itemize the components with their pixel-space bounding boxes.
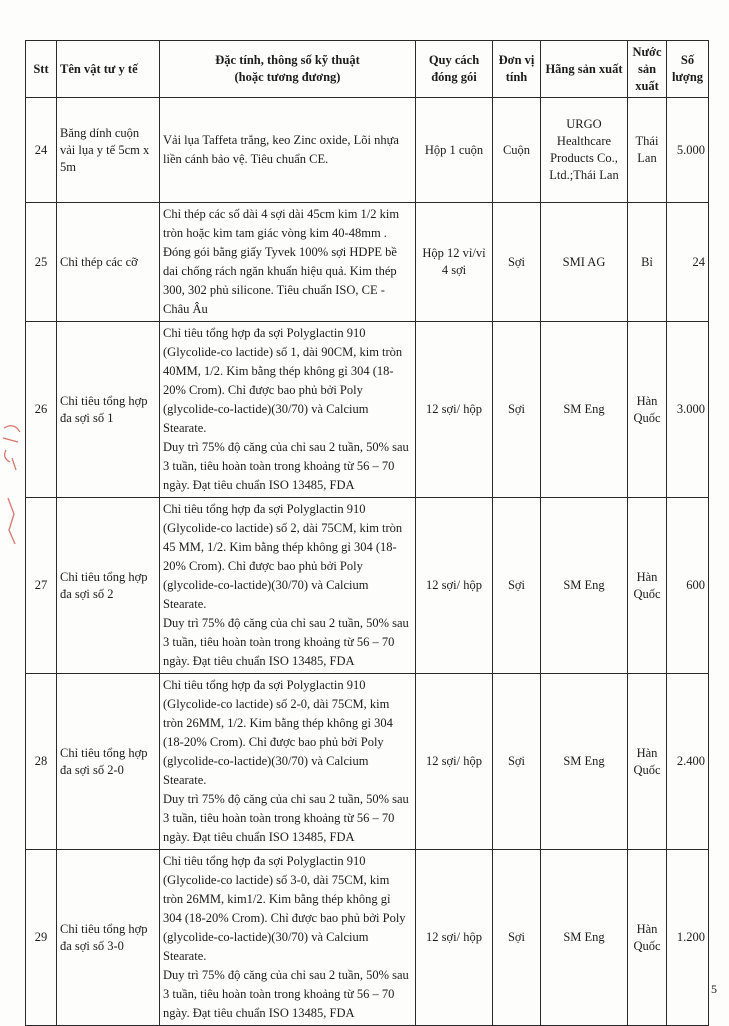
spec-paragraph: Chỉ tiêu tổng hợp đa sợi Polyglactin 910 (Glycolide-co lactide) số 2-0, dài 75CM, kim tròn 26MM, 1/2. Kim bằng thép không gỉ 304 (18-20% Crom). Chỉ được bao phủ bởi Poly (glycolide-co-lactide)(30/70) và Calcium Stearate. [163, 678, 393, 787]
header-spec [160, 41, 416, 98]
row-country: Hàn Quốc [628, 850, 667, 1026]
row-country: Hàn Quốc [628, 322, 667, 498]
table-row [26, 98, 709, 203]
row-spec [160, 498, 416, 674]
row-name: Chỉ thép các cỡ [57, 203, 160, 322]
row-unit: Sợi [493, 498, 541, 674]
row-spec [160, 674, 416, 850]
row-manufacturer: SMI AG [541, 203, 628, 322]
spec-paragraph: Duy trì 75% độ căng của chỉ sau 2 tuần, 50% sau 3 tuần, tiêu hoàn toàn trong khoảng từ 56 – 70 ngày. Đạt tiêu chuẩn ISO 13485, FDA [163, 440, 409, 492]
row-spec [160, 322, 416, 498]
header-unit: Đơn vị tính [493, 41, 541, 98]
spec-paragraph: Chỉ tiêu tổng hợp đa sợi Polyglactin 910 (Glycolide-co lactide) số 2, dài 75CM, kim tròn 45 MM, 1/2. Kim bằng thép không gỉ 304 (18-20% Crom). Chỉ được bao phủ bởi Poly (glycolide-co-lactide)(30/70) và Calcium Stearate. [163, 502, 403, 611]
row-unit: Sợi [493, 203, 541, 322]
row-packing: 12 sợi/ hộp [416, 674, 493, 850]
row-country: Hàn Quốc [628, 674, 667, 850]
row-stt: 27 [26, 498, 57, 674]
supplies-table [25, 40, 709, 1026]
header-quantity: Số lượng [667, 41, 709, 98]
row-quantity: 600 [667, 498, 709, 674]
row-unit: Sợi [493, 322, 541, 498]
row-manufacturer: URGO Healthcare Products Co., Ltd.;Thái Lan [541, 98, 628, 203]
page-number: 5 [711, 982, 717, 996]
row-spec [160, 203, 416, 322]
row-manufacturer: SM Eng [541, 322, 628, 498]
row-manufacturer: SM Eng [541, 850, 628, 1026]
table-row [26, 203, 709, 322]
row-manufacturer: SM Eng [541, 674, 628, 850]
row-name: Chỉ tiêu tổng hợp đa sợi số 3-0 [57, 850, 160, 1026]
row-packing: 12 sợi/ hộp [416, 498, 493, 674]
table-header-row [26, 41, 709, 98]
spec-paragraph: Duy trì 75% độ căng của chỉ sau 2 tuần, 50% sau 3 tuần, tiêu hoàn toàn trong khoảng từ 56 – 70 ngày. Đạt tiêu chuẩn ISO 13485, FDA [163, 792, 409, 844]
row-quantity: 5.000 [667, 98, 709, 203]
row-unit: Sợi [493, 850, 541, 1026]
row-stt: 26 [26, 322, 57, 498]
row-spec [160, 98, 416, 203]
row-stt: 28 [26, 674, 57, 850]
table-row [26, 674, 709, 850]
row-country: Hàn Quốc [628, 498, 667, 674]
spec-paragraph: Duy trì 75% độ căng của chỉ sau 2 tuần, 50% sau 3 tuần, tiêu hoàn toàn trong khoảng từ 56 – 70 ngày. Đạt tiêu chuẩn ISO 13485, FDA [163, 968, 409, 1020]
header-country: Nước sản xuất [628, 41, 667, 98]
row-country: Bỉ [628, 203, 667, 322]
row-name: Chỉ tiêu tổng hợp đa sợi số 1 [57, 322, 160, 498]
header-name-text: Tên vật tư y tế [60, 61, 138, 76]
row-packing: 12 sợi/ hộp [416, 850, 493, 1026]
header-manufacturer: Hãng sản xuất [541, 41, 628, 98]
row-quantity: 24 [667, 203, 709, 322]
header-spec-title: Đặc tính, thông số kỹ thuật [215, 53, 360, 67]
row-stt: 25 [26, 203, 57, 322]
row-packing: 12 sợi/ hộp [416, 322, 493, 498]
row-country: Thái Lan [628, 98, 667, 203]
red-stamp-mark [0, 418, 26, 548]
header-stt: Stt [26, 41, 57, 98]
row-quantity: 1.200 [667, 850, 709, 1026]
spec-paragraph: Chỉ tiêu tổng hợp đa sợi Polyglactin 910 (Glycolide-co lactide) số 1, dài 90CM, kim tròn 40MM, 1/2. Kim bằng thép không gỉ 304 (18-20% Crom). Chỉ được bao phủ bởi Poly (glycolide-co-lactide)(30/70) và Calcium Stearate. [163, 326, 403, 435]
spec-paragraph: Chỉ tiêu tổng hợp đa sợi Polyglactin 910 (Glycolide-co lactide) số 3-0, dài 75CM, kim tròn 26MM, kim1/2. Kim bằng thép không gỉ 304 (18-20% Crom). Chỉ được bao phủ bởi Poly (glycolide-co-lactide)(30/70) và Calcium Stearate. [163, 854, 406, 963]
row-unit: Sợi [493, 674, 541, 850]
spec-paragraph: Duy trì 75% độ căng của chỉ sau 2 tuần, 50% sau 3 tuần, tiêu hoàn toàn trong khoảng từ 56 – 70 ngày. Đạt tiêu chuẩn ISO 13485, FDA [163, 616, 409, 668]
table-row [26, 850, 709, 1026]
row-packing: Hộp 1 cuộn [416, 98, 493, 203]
row-name: Chỉ tiêu tổng hợp đa sợi số 2 [57, 498, 160, 674]
row-spec [160, 850, 416, 1026]
table-body [26, 98, 709, 1026]
spec-paragraph: Vải lụa Taffeta trắng, keo Zinc oxide, Lõi nhựa liền cánh bảo vệ. Tiêu chuẩn CE. [163, 133, 399, 166]
row-name: Chỉ tiêu tổng hợp đa sợi số 2-0 [57, 674, 160, 850]
header-name [57, 41, 160, 98]
row-quantity: 3.000 [667, 322, 709, 498]
table-row [26, 498, 709, 674]
header-packing: Quy cách đóng gói [416, 41, 493, 98]
row-stt: 29 [26, 850, 57, 1026]
row-name: Băng dính cuộn vải lụa y tế 5cm x 5m [57, 98, 160, 203]
row-quantity: 2.400 [667, 674, 709, 850]
row-packing: Hộp 12 vỉ/vỉ 4 sợi [416, 203, 493, 322]
table-row [26, 322, 709, 498]
row-unit: Cuộn [493, 98, 541, 203]
row-manufacturer: SM Eng [541, 498, 628, 674]
header-spec-subtitle: (hoặc tương đương) [234, 70, 341, 84]
row-stt: 24 [26, 98, 57, 203]
spec-paragraph: Chỉ thép các số dài 4 sợi dài 45cm kim 1/2 kim tròn hoặc kim tam giác vòng kim 40-48mm . Đóng gói bằng giấy Tyvek 100% sợi HDPE bề dai chống rách ngăn khuẩn hiệu quả. Kim thép 300, 302 phủ silicone. Tiêu chuẩn ISO, CE - Châu Âu [163, 207, 400, 316]
